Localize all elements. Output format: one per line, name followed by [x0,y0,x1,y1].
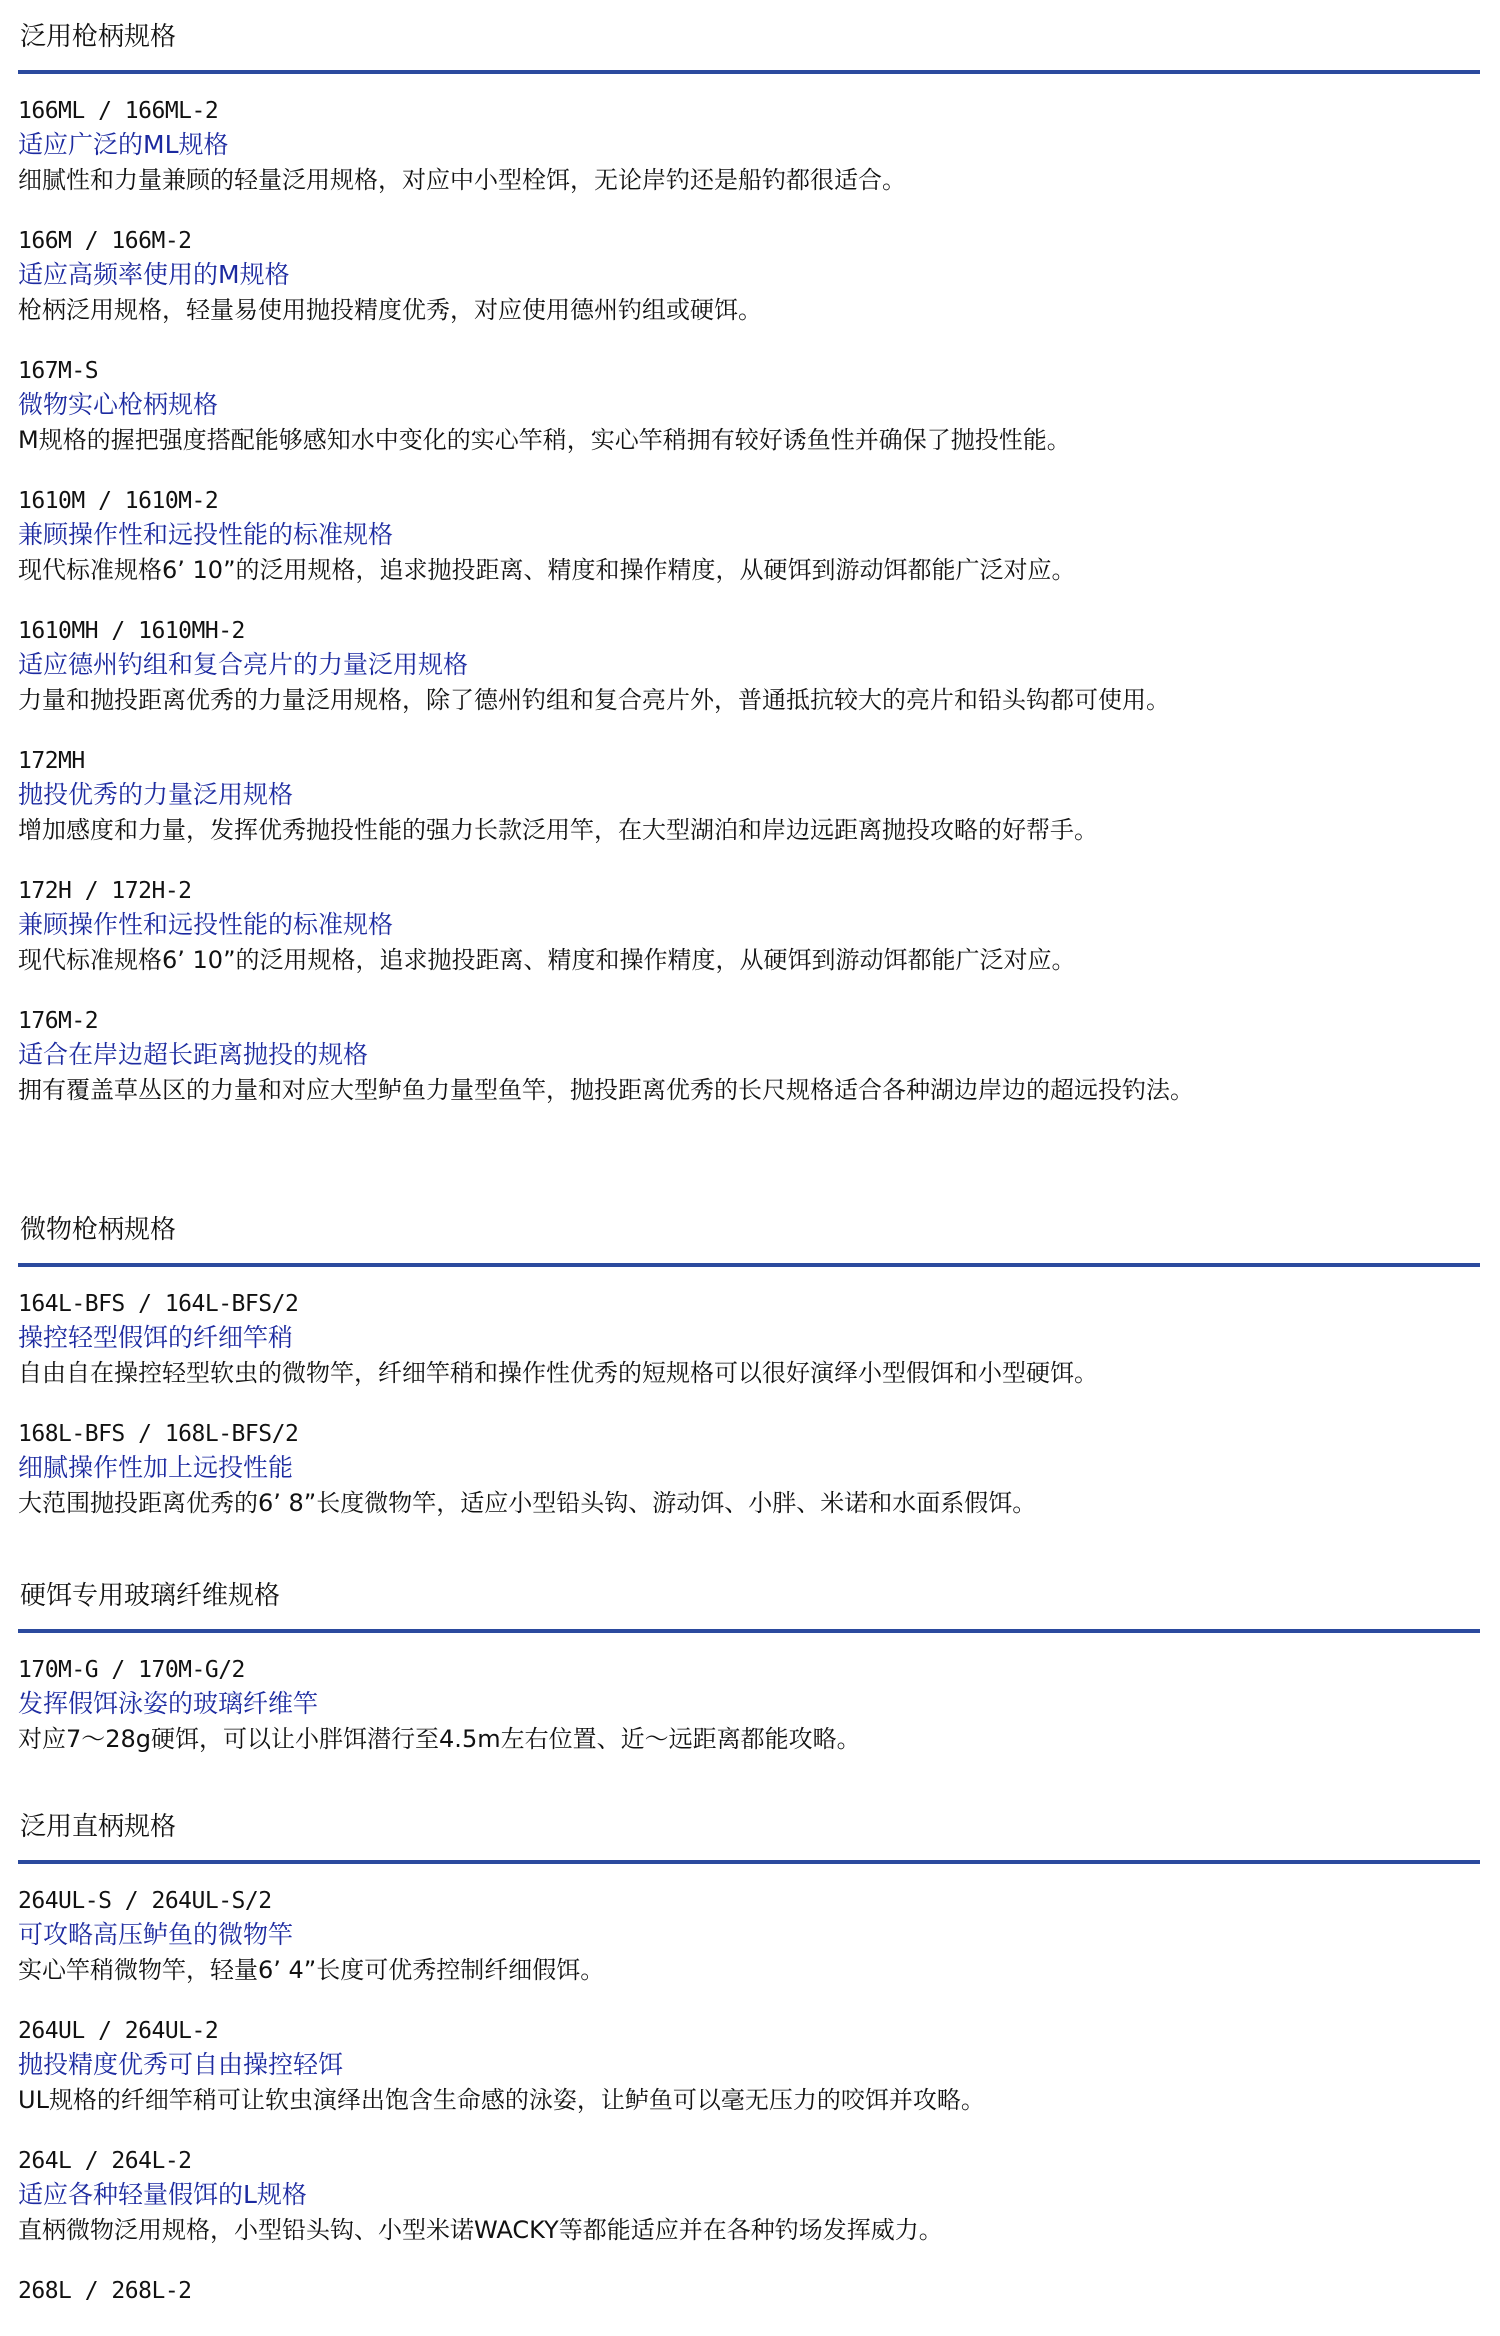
model-code: 164L-BFS / 164L-BFS/2 [18,1291,299,1317]
section-title: 微物枪柄规格 [20,1215,177,1245]
model-code: 172H / 172H-2 [18,878,192,904]
model-description: 实心竿稍微物竿，轻量6’ 4”长度可优秀控制纤细假饵。 [18,1956,605,1984]
model-description: 现代标准规格6’ 10”的泛用规格，追求抛投距离、精度和操作精度，从硬饵到游动饵都能广泛对应。 [18,946,1076,974]
model-headline: 可攻略高压鲈鱼的微物竿 [18,1920,294,1949]
model-code: 264UL / 264UL-2 [18,2018,219,2044]
list-item [18,226,1480,326]
model-description: 拥有覆盖草丛区的力量和对应大型鲈鱼力量型鱼竿，抛投距离优秀的长尺规格适合各种湖边岸边的超远投钓法。 [18,1076,1194,1104]
model-description: M规格的握把强度搭配能够感知水中变化的实心竿稍，实心竿稍拥有较好诱鱼性并确保了抛投性能。 [18,426,1071,454]
list-item [18,746,1480,846]
model-code: 1610M / 1610M-2 [18,488,219,514]
model-code: 172MH [18,748,85,774]
section-title: 硬饵专用玻璃纤维规格 [20,1581,281,1611]
model-headline: 适应德州钓组和复合亮片的力量泛用规格 [18,650,469,679]
model-headline: 兼顾操作性和远投性能的标准规格 [18,910,394,939]
section-title: 泛用枪柄规格 [20,22,177,52]
list-item [18,1419,1480,1519]
model-headline: 抛投精度优秀可自由操控轻饵 [18,2050,344,2079]
model-description: 枪柄泛用规格，轻量易使用抛投精度优秀，对应使用德州钓组或硬饵。 [18,296,762,324]
model-code: 166M / 166M-2 [18,228,192,254]
list-item [18,616,1480,716]
model-code: 167M-S [18,358,99,384]
model-description: 自由自在操控轻型软虫的微物竿，纤细竿稍和操作性优秀的短规格可以很好演绎小型假饵和小型硬饵。 [18,1359,1098,1387]
model-code: 176M-2 [18,1008,99,1034]
list-item [18,1655,1480,1755]
section-casting-finesse [18,1213,1480,1549]
section-divider [18,70,1480,74]
model-description: UL规格的纤细竿稍可让软虫演绎出饱含生命感的泳姿，让鲈鱼可以毫无压力的咬饵并攻略。 [18,2086,985,2114]
model-description: 增加感度和力量，发挥优秀抛投性能的强力长款泛用竿，在大型湖泊和岸边远距离抛投攻略的好帮手。 [18,816,1098,844]
model-description: 对应7～28g硬饵，可以让小胖饵潜行至4.5m左右位置、近～远距离都能攻略。 [18,1725,861,1753]
model-code: 264UL-S / 264UL-S/2 [18,1888,272,1914]
section-divider [18,1629,1480,1633]
model-headline: 发挥假饵泳姿的玻璃纤维竿 [18,1689,319,1718]
model-headline: 操控轻型假饵的纤细竿稍 [18,1323,294,1352]
model-headline: 适应广泛的ML规格 [18,130,229,159]
model-code: 268L / 268L-2 [18,2278,192,2304]
model-headline: 抛投优秀的力量泛用规格 [18,780,294,809]
model-description: 大范围抛投距离优秀的6’ 8”长度微物竿，适应小型铅头钩、游动饵、小胖、米诺和水面系假饵。 [18,1489,1037,1517]
list-item [18,1289,1480,1389]
model-code: 170M-G / 170M-G/2 [18,1657,245,1683]
list-item [18,486,1480,586]
model-headline: 兼顾操作性和远投性能的标准规格 [18,520,394,549]
model-headline: 适应各种轻量假饵的L规格 [18,2180,307,2209]
model-headline: 适应高频率使用的M规格 [18,260,290,289]
list-item [18,1886,1480,1986]
list-item [18,1006,1480,1106]
list-item [18,2016,1480,2116]
model-code: 166ML / 166ML-2 [18,98,219,124]
model-headline: 细腻操作性加上远投性能 [18,1453,294,1482]
model-headline: 适合在岸边超长距离抛投的规格 [18,1040,369,1069]
model-code: 264L / 264L-2 [18,2148,192,2174]
model-code: 1610MH / 1610MH-2 [18,618,245,644]
model-description: 现代标准规格6’ 10”的泛用规格，追求抛投距离、精度和操作精度，从硬饵到游动饵都能广泛对应。 [18,556,1076,584]
section-title: 泛用直柄规格 [20,1812,177,1842]
section-casting-general [18,20,1480,1136]
list-item [18,2146,1480,2246]
section-divider [18,1860,1480,1864]
list-item [18,96,1480,196]
list-item [18,356,1480,456]
list-item [18,2276,1480,2306]
section-glass-fiber [18,1579,1480,1785]
model-headline: 微物实心枪柄规格 [18,390,219,419]
model-code: 168L-BFS / 168L-BFS/2 [18,1421,299,1447]
section-divider [18,1263,1480,1267]
list-item [18,876,1480,976]
model-description: 直柄微物泛用规格，小型铅头钩、小型米诺WACKY等都能适应并在各种钓场发挥威力。 [18,2216,943,2244]
model-description: 细腻性和力量兼顾的轻量泛用规格，对应中小型栓饵，无论岸钓还是船钓都很适合。 [18,166,906,194]
model-description: 力量和抛投距离优秀的力量泛用规格，除了德州钓组和复合亮片外，普通抵抗较大的亮片和铅头钩都可使用。 [18,686,1170,714]
section-spinning-general [18,1810,1480,2336]
